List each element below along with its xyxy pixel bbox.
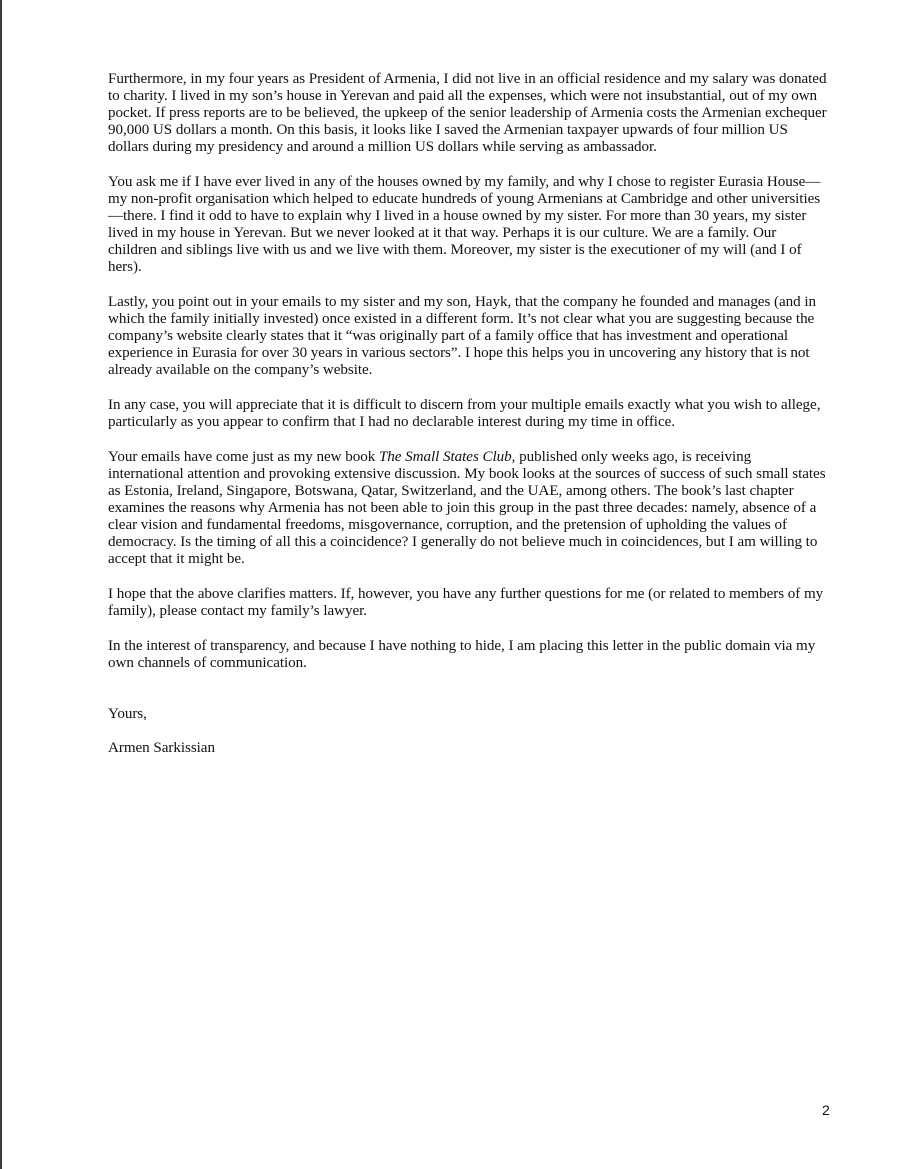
letter-body: [108, 71, 828, 757]
paragraph-book: [108, 449, 828, 569]
page-left-border: [0, 0, 2, 1169]
paragraph-clarifies: I hope that the above clarifies matters. If, however, you have any further questions for me (or related to members of my family), please contact my family’s lawyer.: [108, 585, 824, 619]
book-paragraph-rest: , published only weeks ago, is receiving international attention and provoking extensive discussion. My book looks at the sources of success of such small states as Estonia, Ireland, Singapore, Botswana, Qatar, Switzerland, and the UAE, among others. The book’s last chapter examines the reasons why Armenia has not been able to join this group in the past three decades: namely, absence of a clear vision and fundamental freedoms, misgovernance, corruption, and the pretension of upholding the values of democracy. Is the timing of all this a coincidence? I generally do not believe much in coincidences, but I am willing to accept that it might be.: [108, 448, 826, 568]
paragraph-residence-salary: Furthermore, in my four years as President of Armenia, I did not live in an official residence and my salary was donated to charity. I lived in my son’s house in Yerevan and paid all the expenses, which were not insubstantial, out of my own pocket. If press reports are to be believed, the upkeep of the senior leadership of Armenia costs the Armenian exchequer 90,000 US dollars a month. On this basis, it looks like I saved the Armenian taxpayer upwards of four million US dollars during my presidency and around a million US dollars while serving as ambassador.: [108, 71, 827, 156]
paragraph-transparency: In the interest of transparency, and because I have nothing to hide, I am placing this letter in the public domain via my own channels of communication.: [108, 637, 816, 671]
sign-off: Yours,: [108, 706, 147, 723]
book-paragraph-intro: Your emails have come just as my new book: [108, 448, 379, 465]
signature: Armen Sarkissian: [108, 740, 215, 757]
page-number: 2: [822, 1102, 830, 1118]
paragraph-allegations: In any case, you will appreciate that it is difficult to discern from your multiple emails exactly what you wish to allege, particularly as you appear to confirm that I had no declarable interest during my time in office.: [108, 397, 821, 431]
book-title: The Small States Club: [378, 448, 512, 465]
paragraph-family-houses: You ask me if I have ever lived in any of the houses owned by my family, and why I chose to register Eurasia House— my non-profit organisation which helped to educate hundreds of young Armenians at Cambridge and other universities—there. I find it odd to have to explain why I lived in a house owned by my sister. For more than 30 years, my sister lived in my house in Yerevan. But we never looked at it that way. Perhaps it is our culture. We are a family. Our children and siblings live with us and we live with them. Moreover, my sister is the executioner of my will (and I of hers).: [108, 173, 821, 276]
paragraph-company: Lastly, you point out in your emails to my sister and my son, Hayk, that the company he founded and manages (and in which the family initially invested) once existed in a different form. It’s not clear what you are suggesting because the company’s website clearly states that it “was originally part of a family office that has investment and operational experience in Eurasia for over 30 years in various sectors”. I hope this helps you in uncovering any history that is not already available on the company’s website.: [108, 294, 816, 379]
